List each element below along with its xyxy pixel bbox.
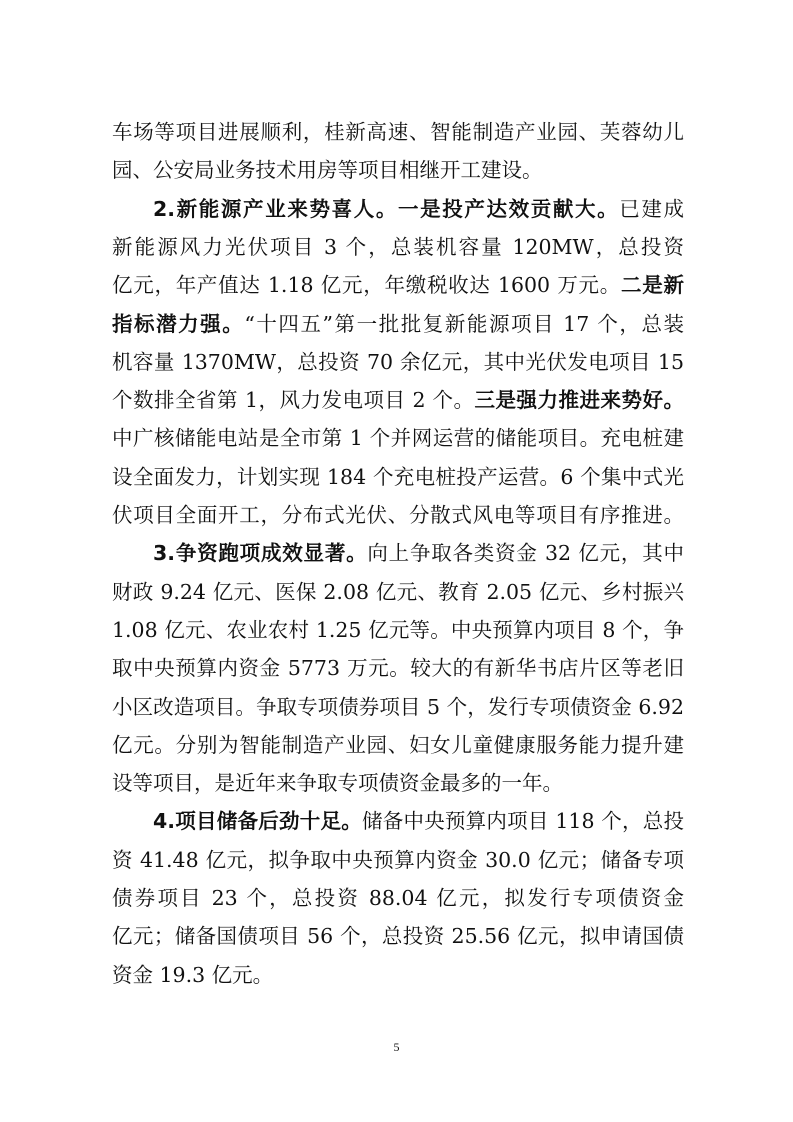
text-line: 小区改造项目。争取专项债券项目 5 个，发行专项债资金 6.92 [112,694,684,719]
text-line: 债券项目 23 个，总投资 88.04 亿元，拟发行专项债资金 [112,886,684,910]
section-heading: 4.项目储备后劲十足。 [153,809,362,834]
text-line: 亿元。分别为智能制造产业园、妇女儿童健康服务能力提升建 [112,732,684,757]
text-line: 园、公安局业务技术用房等项目相继开工建设。 [112,158,543,183]
text-line: 中广核储能电站是全市第 1 个并网运营的储能项目。充电桩建 [112,426,684,451]
subheading: 一是投产达效贡献大。 [397,196,620,221]
text-line: 车场等项目进展顺利，桂新高速、智能制造产业园、芙蓉幼儿 [112,120,684,144]
text-line: 取中央预算内资金 5773 万元。较大的有新华书店片区等老旧 [112,656,684,681]
section-heading: 3.争资跑项成效显著。 [153,541,368,566]
section-heading: 2.新能源产业来势喜人。 [153,196,398,221]
text-line: 2.新能源产业来势喜人。一是投产达效贡献大。已建成 [153,196,684,221]
text-line: 个数排全省第 1，风力发电项目 2 个。三是强力推进来势好。 [112,388,684,413]
text-line: 指标潜力强。“十四五”第一批批复新能源项目 17 个，总装 [112,311,684,336]
text-line: 3.争资跑项成效显著。向上争取各类资金 32 亿元，其中 [153,541,684,566]
text-line: 设等项目，是近年来争取专项债资金最多的一年。 [112,771,563,796]
text-line: 1.08 亿元、农业农村 1.25 亿元等。中央预算内项目 8 个，争 [112,617,684,642]
page-number: 5 [393,1040,400,1054]
text-line: 亿元；储备国债项目 56 个，总投资 25.56 亿元，拟申请国债 [112,924,684,949]
text-line: 4.项目储备后劲十足。储备中央预算内项目 118 个，总投 [153,809,684,834]
text-line: 资金 19.3 亿元。 [112,962,274,987]
text-line: 资 41.48 亿元，拟争取中央预算内资金 30.0 亿元；储备专项 [112,847,684,872]
text-line: 新能源风力光伏项目 3 个，总装机容量 120MW，总投资 [112,234,684,259]
subheading: 三是强力推进来势好。 [474,388,684,413]
subheading: 二是新 [621,273,684,298]
text-line: 财政 9.24 亿元、医保 2.08 亿元、教育 2.05 亿元、乡村振兴 [112,579,684,604]
text-line: 伏项目全面开工，分布式光伏、分散式风电等项目有序推进。 [112,503,684,527]
subheading: 指标潜力强。 [112,311,245,336]
text-line: 机容量 1370MW，总投资 70 余亿元，其中光伏发电项目 15 [112,349,684,374]
text-line: 亿元，年产值达 1.18 亿元，年缴税收达 1600 万元。二是新 [112,269,684,301]
text-line: 设全面发力，计划实现 184 个充电桩投产运营。6 个集中式光 [112,464,684,489]
